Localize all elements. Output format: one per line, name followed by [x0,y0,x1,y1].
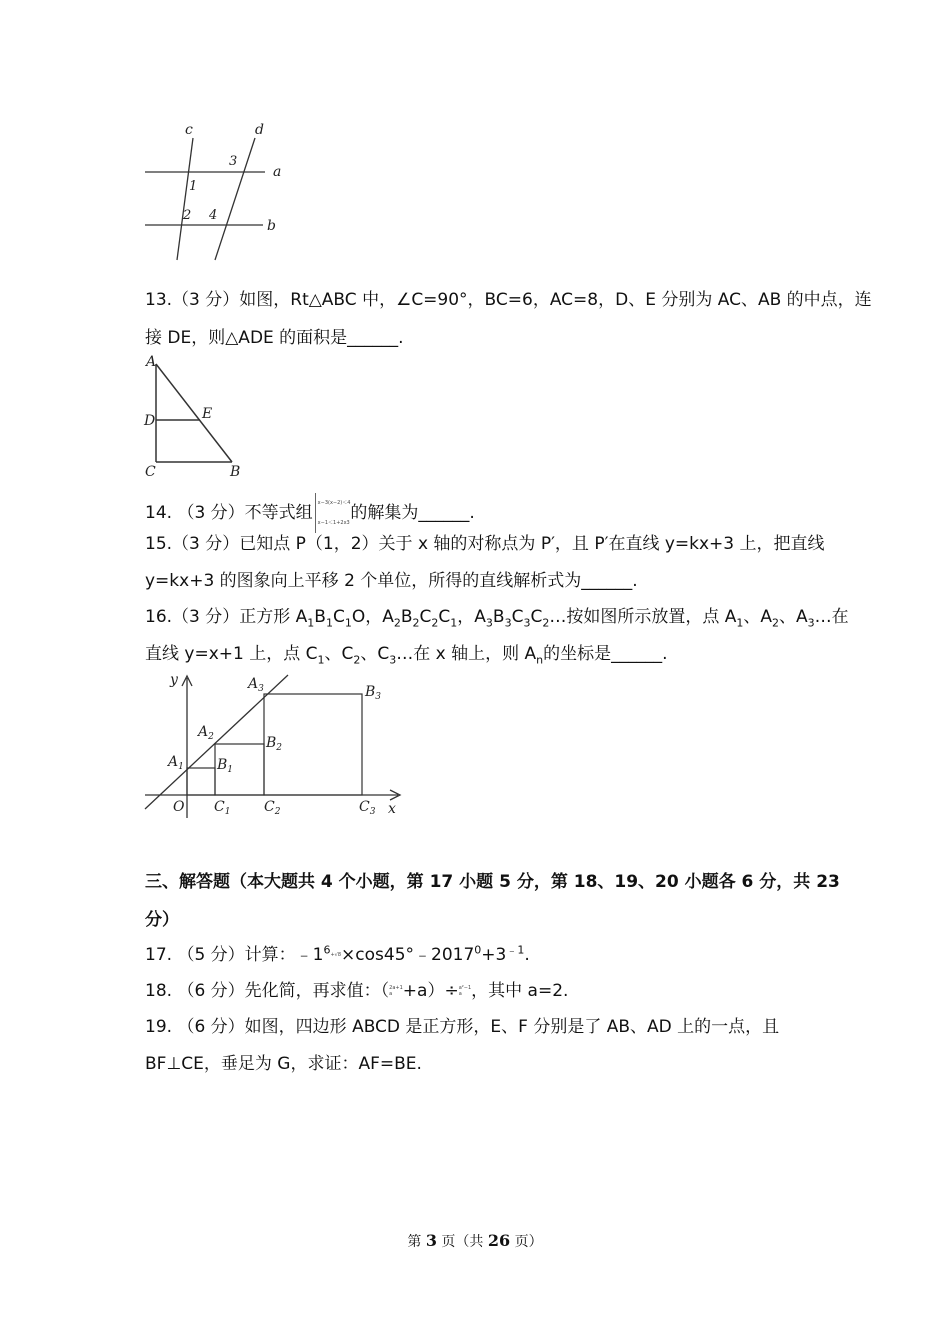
label-B2: $B_2$ [266,735,283,753]
sub: 1 [317,653,325,667]
label-E: E [202,406,213,422]
q17-text: . [524,945,530,965]
q16-text: B [314,607,326,627]
q14-suffix: 的解集为______. [350,503,475,523]
q14-line [145,493,475,533]
label-A3: $A_3$ [248,676,264,694]
q17-text: ×cos45°﹣2017 [341,945,475,965]
sub: 2 [393,616,401,630]
page-number: 3 [425,1231,437,1250]
q16-line2 [145,639,668,666]
q16-text: C [438,607,451,627]
system-line2-num: 1+2x [333,520,347,526]
sub: 2 [353,653,361,667]
frac1-num: 2a+1 [389,985,403,991]
sub: 3 [523,616,531,630]
q16-text: …按如图所示放置，点 A [549,607,737,627]
angle-4: 4 [209,208,218,223]
section-3-heading-line1: 三、解答题（本大题共 4 个小题，第 17 小题 5 分，第 18、19、20 小题各 6 分，共 23 [145,872,840,892]
total-pages: 26 [487,1231,511,1250]
q17-text: +3 [481,945,507,965]
sub: 3 [504,616,512,630]
label-A: A [146,354,157,370]
side-AB [156,364,232,462]
sub: 2 [412,616,420,630]
q16-text: 直线 y=x+1 上，点 C [145,644,318,664]
inequality-system [315,493,351,533]
label-y: y [170,672,178,688]
frac2-num: a²−1 [458,985,472,991]
sub: n [536,653,544,667]
sub: 1 [736,616,744,630]
frac2-den: a [458,991,462,997]
label-x: x [388,801,396,817]
system-line2-den: 3 [346,520,350,526]
sub: 3 [389,653,397,667]
q16-text: …在 [814,607,849,627]
q18-fraction-2 [459,985,471,997]
square-1 [187,768,215,795]
label-B1: $B_1$ [217,757,234,775]
q16-text: B [492,607,505,627]
q18-text: +a）÷ [402,981,459,1001]
sub: 2 [772,616,780,630]
q16-text: B [400,607,413,627]
q17-exponent: ﹣1 [506,943,525,957]
q19-line1: 19. （6 分）如图，四边形 ABCD 是正方形，E、F 分别是了 AB、AD 上的一点，且 [145,1017,780,1037]
label-A2: $A_2$ [198,724,214,742]
q16-text: ，A [457,607,486,627]
footer-text: 第 [407,1234,426,1250]
q19-line2: BF⊥CE，垂足为 G，求证：AF=BE. [145,1054,422,1074]
label-c: c [185,122,193,138]
q18-line [145,976,568,1001]
footer-text: 页） [510,1234,543,1250]
q16-text: 16.（3 分）正方形 A [145,607,308,627]
section-3-heading-line2: 分） [145,910,179,930]
label-A1: $A_1$ [168,754,184,772]
label-C3: $C_3$ [359,799,376,817]
q16-text: 的坐标是______. [543,644,668,664]
label-D: D [144,413,156,429]
angle-1: 1 [189,179,198,194]
q18-fraction-1 [389,985,403,997]
q18-text: 18. （6 分）先化简，再求值：（ [145,981,390,1001]
q14-prefix: 14. （3 分）不等式组 [145,503,313,523]
q13-line2: 接 DE，则△ADE 的面积是______. [145,328,404,348]
q17-exponent: 0 [474,943,482,957]
sub: 1 [325,616,333,630]
q15-line2: y=kx+3 的图象向上平移 2 个单位，所得的直线解析式为______. [145,571,638,591]
q16-text: C [419,607,432,627]
label-a: a [273,164,282,180]
system-line1: x−3(x−2)＜4 [317,500,351,506]
sub: 2 [431,616,439,630]
q16-text: 、C [360,644,390,664]
q16-text: C [530,607,543,627]
label-B: B [230,464,241,480]
label-C: C [145,464,156,480]
sub: 1 [450,616,458,630]
q16-text: 、A [743,607,773,627]
label-C2: $C_2$ [264,799,281,817]
angle-2: 2 [183,208,192,223]
label-B3: $B_3$ [365,684,382,702]
system-line2a: x−1＜ [317,520,334,526]
q13-line1: 13.（3 分）如图，Rt△ABC 中，∠C=90°，BC=6，AC=8，D、E 分别为 AC、AB 的中点，连 [145,290,872,310]
q16-text: O，A [351,607,394,627]
label-C1: $C_1$ [214,799,231,817]
triangle-figure [142,352,252,480]
sub: 3 [485,616,493,630]
sub: 1 [307,616,315,630]
q18-text: ，其中 a=2. [471,981,569,1001]
sub: 1 [344,616,352,630]
angle-3: 3 [229,154,238,169]
squares-figure [140,670,410,820]
parallel-lines-figure [135,118,295,268]
q16-text: C [511,607,524,627]
q15-line1: 15.（3 分）已知点 P（1，2）关于 x 轴的对称点为 P′，且 P′在直线 y=kx+3 上，把直线 [145,534,825,554]
q17-text: 17. （5 分）计算：﹣1 [145,945,324,965]
q16-text: C [332,607,345,627]
label-O: O [173,799,185,815]
sub: 3 [807,616,815,630]
footer-text: 页（共 [436,1234,488,1250]
q17-exponent: 6 [323,943,331,957]
q16-text: 、C [324,644,354,664]
q16-text: …在 x 轴上，则 A [396,644,537,664]
q17-tiny-root: +√8 [330,952,342,958]
page-footer [0,1231,950,1251]
q16-text: 、A [779,607,808,627]
frac1-den: a [389,991,393,997]
q16-line1 [145,602,849,629]
label-b: b [267,218,276,234]
label-d: d [255,122,264,138]
q17-line [145,940,530,965]
line-c [177,138,193,260]
sub: 2 [542,616,550,630]
